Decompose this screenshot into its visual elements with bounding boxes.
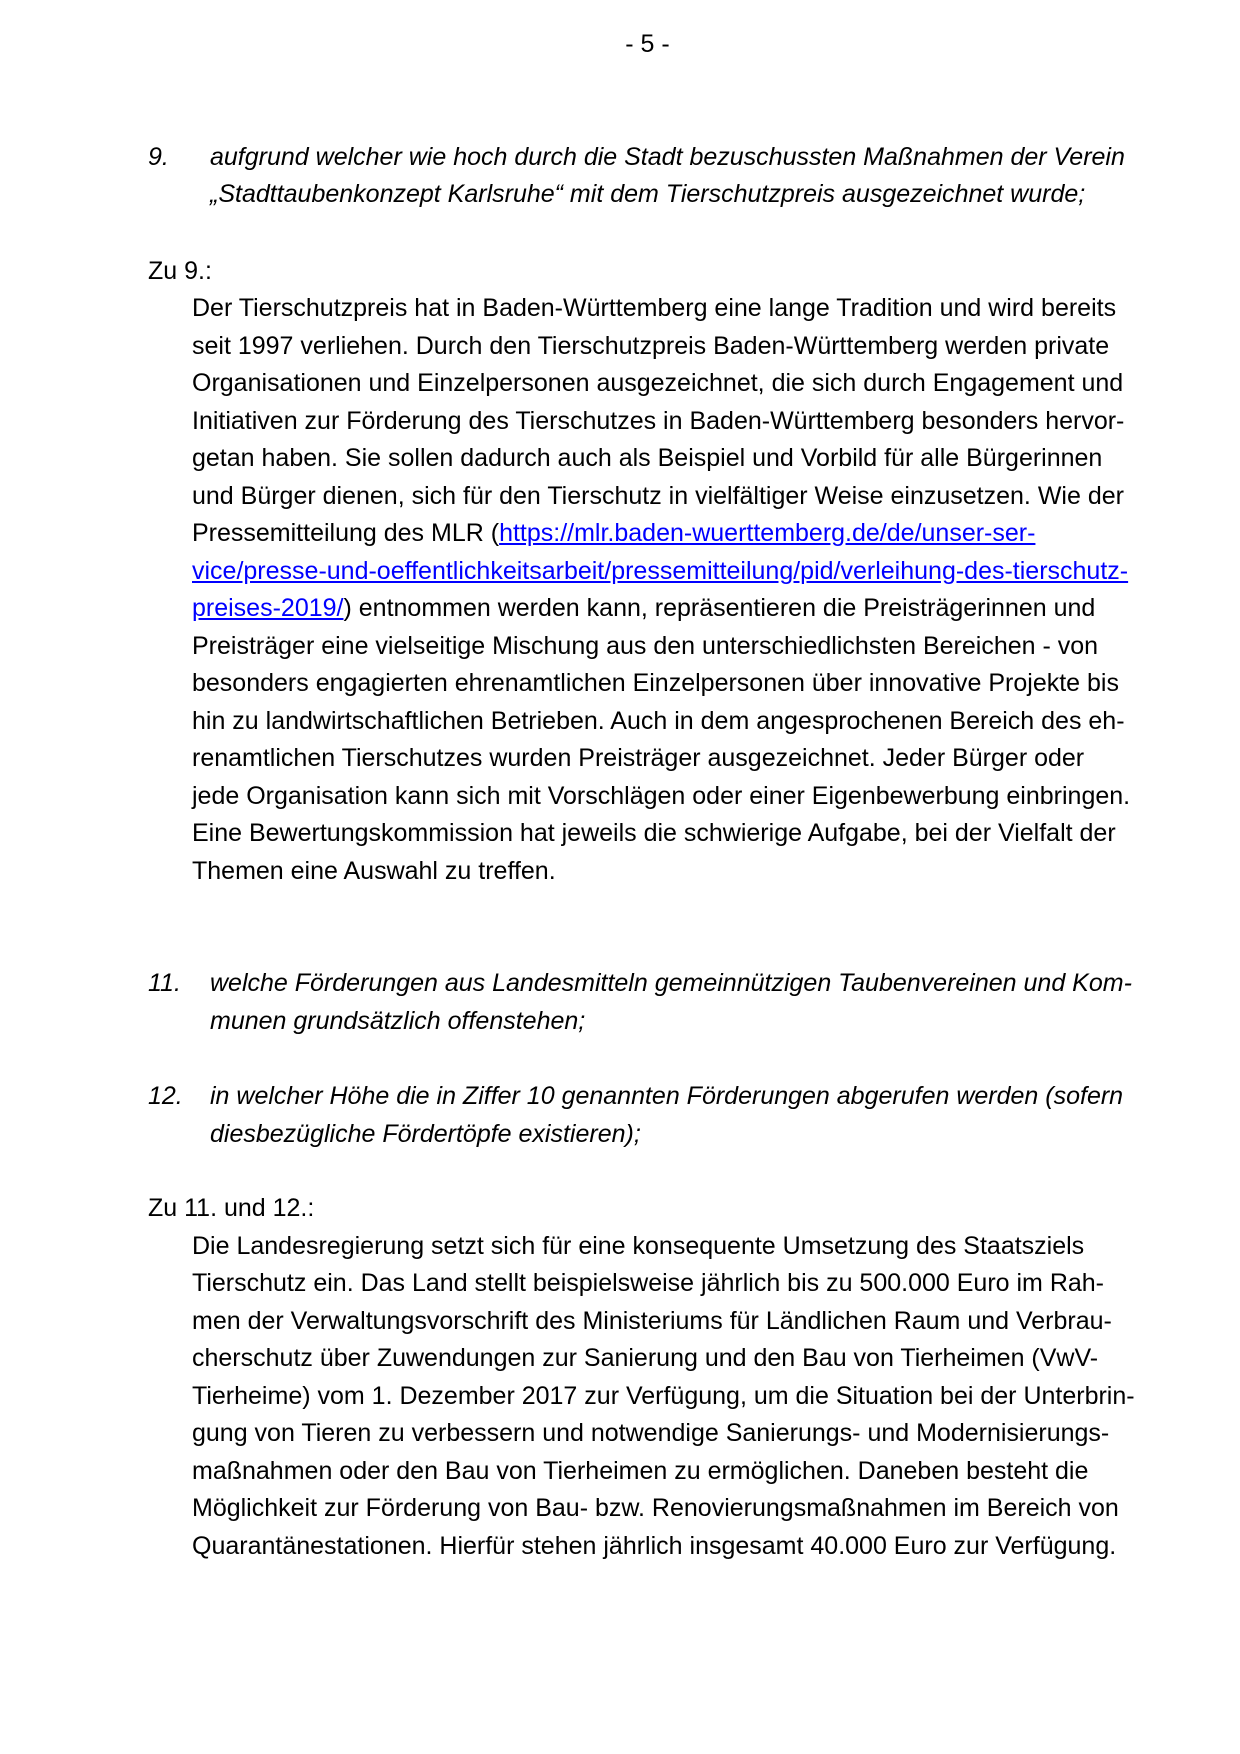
page-number: - 5 -: [625, 30, 670, 58]
text-segment: Preisträger eine vielseitige Mischung aus den unterschiedlichsten Bereichen - von: [192, 631, 1099, 660]
text-segment: Themen eine Auswahl zu treffen.: [192, 856, 556, 885]
question-text: [210, 139, 1125, 214]
text-segment: men der Verwaltungsvorschrift des Ministeriums für Ländlichen Raum und Verbrau-: [192, 1306, 1112, 1335]
text-line: welche Förderungen aus Landesmitteln gemeinnützigen Taubenvereinen und Kom-: [210, 969, 1132, 997]
text-segment: besonders engagierten ehrenamtlichen Einzelpersonen über innovative Projekte bis: [192, 669, 1119, 697]
text-line: [192, 740, 1240, 778]
text-line: [192, 403, 1240, 441]
text-line: [192, 1415, 1240, 1453]
answer-label: Zu 11. und 12.:: [148, 1194, 315, 1222]
text-segment: seit 1997 verliehen. Durch den Tierschutzpreis Baden-Württemberg werden private: [192, 331, 1110, 360]
text-line: munen grundsätzlich offenstehen;: [210, 1006, 586, 1035]
text-line: [192, 665, 1240, 703]
text-segment: Der Tierschutzpreis hat in Baden-Württemberg eine lange Tradition und wird bereits: [192, 294, 1117, 322]
text-line: [192, 1378, 1240, 1416]
answer-text: [192, 290, 1240, 890]
text-segment: Pressemitteilung des MLR (: [192, 519, 500, 547]
text-line: [192, 290, 1240, 328]
text-line: [192, 440, 1240, 478]
question-item-11: [148, 965, 1240, 1040]
question-number: 12.: [148, 1082, 183, 1110]
text-segment: Tierschutz ein. Das Land stellt beispielsweise jährlich bis zu 500.000 Euro im Rah-: [192, 1269, 1105, 1297]
text-segment: gung von Tieren zu verbessern und notwendige Sanierungs- und Modernisierungs-: [192, 1419, 1110, 1447]
text-segment: Quarantänestationen. Hierfür stehen jährlich insgesamt 40.000 Euro zur Verfügung.: [192, 1531, 1117, 1560]
text-segment: Initiativen zur Förderung des Tierschutzes in Baden-Württemberg besonders hervor-: [192, 406, 1125, 435]
text-line: [192, 1340, 1240, 1378]
text-segment: jede Organisation kann sich mit Vorschlägen oder einer Eigenbewerbung einbringen.: [192, 781, 1131, 810]
text-segment: cherschutz über Zuwendungen zur Sanierung und den Bau von Tierheimen (VwV-: [192, 1344, 1099, 1372]
text-line: „Stadttaubenkonzept Karlsruhe“ mit dem Tierschutzpreis ausgezeichnet wurde;: [210, 180, 1086, 208]
text-line: [192, 1453, 1240, 1491]
text-segment: Eine Bewertungskommission hat jeweils die schwierige Aufgabe, bei der Vielfalt der: [192, 819, 1116, 847]
text-line: [192, 703, 1240, 741]
question-item-12: [148, 1078, 1240, 1153]
text-segment: ) entnommen werden kann, repräsentieren die Preisträgerinnen und: [343, 594, 1096, 622]
answer-label: Zu 9.:: [148, 256, 212, 285]
text-line: [192, 478, 1240, 516]
text-line: [192, 1528, 1240, 1566]
question-number: 11.: [148, 969, 181, 997]
text-segment: Tierheime) vom 1. Dezember 2017 zur Verfügung, um die Situation bei der Unterbrin-: [192, 1381, 1135, 1410]
text-line: [192, 590, 1240, 628]
answer-section-9: [148, 253, 1240, 891]
text-line: [192, 553, 1240, 591]
text-line: [192, 815, 1240, 853]
text-segment: und Bürger dienen, sich für den Tierschutz in vielfältiger Weise einzusetzen. Wie der: [192, 481, 1124, 510]
text-segment: getan haben. Sie sollen dadurch auch als Beispiel und Vorbild für alle Bürgerinnen: [192, 444, 1103, 472]
text-line: [192, 1228, 1240, 1266]
question-text: [210, 1078, 1123, 1153]
text-line: [192, 1303, 1240, 1341]
text-segment: maßnahmen oder den Bau von Tierheimen zu ermöglichen. Daneben besteht die: [192, 1456, 1089, 1485]
text-line: [192, 1490, 1240, 1528]
question-item-9: [148, 139, 1240, 214]
text-line: aufgrund welcher wie hoch durch die Stadt bezuschussten Maßnahmen der Verein: [210, 142, 1125, 171]
text-line: [192, 853, 1240, 891]
text-segment: Möglichkeit zur Förderung von Bau- bzw. Renovierungsmaßnahmen im Bereich von: [192, 1494, 1119, 1522]
text-segment: Organisationen und Einzelpersonen ausgezeichnet, die sich durch Engagement und: [192, 369, 1124, 397]
text-line: [192, 328, 1240, 366]
question-number: 9.: [148, 142, 169, 171]
text-line: [192, 1265, 1240, 1303]
answer-section-11-12: [148, 1190, 1240, 1565]
text-line: in welcher Höhe die in Ziffer 10 genannten Förderungen abgerufen werden (sofern: [210, 1082, 1124, 1110]
text-segment: renamtlichen Tierschutzes wurden Preisträger ausgezeichnet. Jeder Bürger oder: [192, 744, 1085, 772]
mlr-press-release-link[interactable]: vice/presse-und-oeffentlichkeitsarbeit/pressemitteilung/pid/verleihung-des-tierschutz-: [192, 556, 1129, 585]
question-text: [210, 965, 1132, 1040]
answer-text: [192, 1228, 1240, 1566]
text-segment: hin zu landwirtschaftlichen Betrieben. Auch in dem angesprochenen Bereich des eh-: [192, 706, 1125, 735]
text-line: [192, 515, 1240, 553]
text-line: [192, 365, 1240, 403]
text-line: [192, 778, 1240, 816]
mlr-press-release-link[interactable]: preises-2019/: [192, 594, 344, 622]
text-segment: Die Landesregierung setzt sich für eine konsequente Umsetzung des Staatsziels: [192, 1231, 1085, 1260]
mlr-press-release-link[interactable]: https://mlr.baden-wuerttemberg.de/de/unser-ser-: [499, 519, 1036, 547]
text-line: diesbezügliche Fördertöpfe existieren);: [210, 1119, 641, 1148]
text-line: [192, 628, 1240, 666]
